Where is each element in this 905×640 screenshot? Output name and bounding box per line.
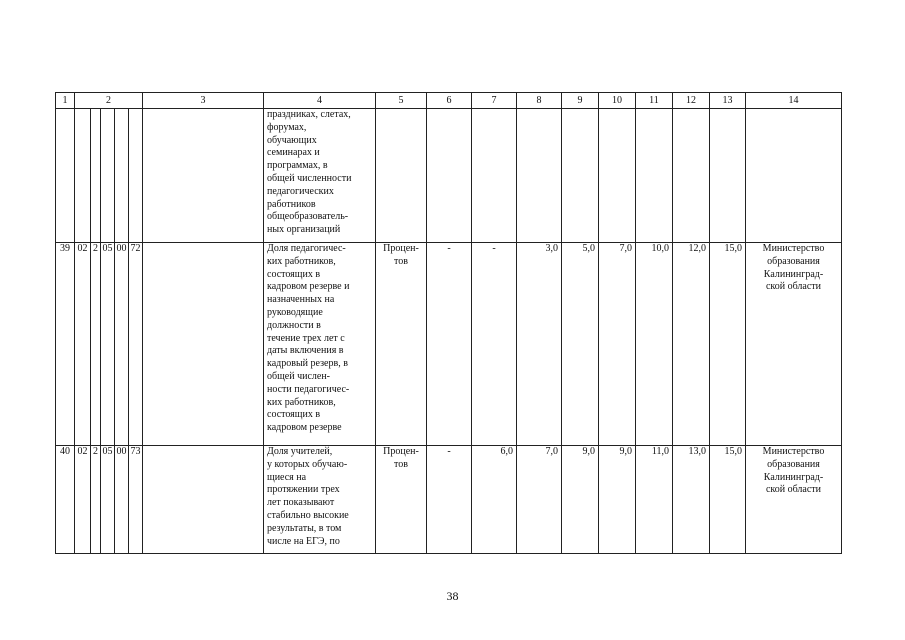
code-part: 05 xyxy=(101,243,115,446)
unit-cell: Процен- тов xyxy=(376,446,427,554)
executor-cell: Министерство образования Калининград- ской области xyxy=(746,446,842,554)
code-part: 2 xyxy=(91,446,101,554)
header-cell-6: 6 xyxy=(427,93,472,109)
header-row xyxy=(56,93,842,109)
header-cell-5: 5 xyxy=(376,93,427,109)
value-cell: 7,0 xyxy=(517,446,562,554)
code-part: 00 xyxy=(115,243,129,446)
value-cell: 15,0 xyxy=(710,446,746,554)
table-row xyxy=(56,243,842,446)
code-part: 00 xyxy=(115,446,129,554)
page-number: 38 xyxy=(446,589,459,603)
value-cell: 9,0 xyxy=(599,446,636,554)
code-part: 02 xyxy=(75,446,91,554)
value-cell: 12,0 xyxy=(673,243,710,446)
value-cell: 5,0 xyxy=(562,243,599,446)
header-cell-13: 13 xyxy=(710,93,746,109)
header-cell-2: 2 xyxy=(75,93,143,109)
value-cell: 13,0 xyxy=(673,446,710,554)
code-part: 05 xyxy=(101,446,115,554)
value-cell: 6,0 xyxy=(472,446,517,554)
value-cell: 3,0 xyxy=(517,243,562,446)
indicator-text: Доля педагогичес- ких работников, состоящих в кадровом резерве и назначенных на руководящие должности в течение трех лет с даты включения в кадровый резерв, в общей числен- ности педагогичес- ких работников, состоящих в кадровом резерве xyxy=(264,243,376,446)
value-cell: 15,0 xyxy=(710,243,746,446)
value-cell: - xyxy=(472,243,517,446)
value-cell: 9,0 xyxy=(562,446,599,554)
value-cell: 7,0 xyxy=(599,243,636,446)
code-part: 2 xyxy=(91,243,101,446)
row-number: 40 xyxy=(56,446,75,554)
value-cell: 11,0 xyxy=(636,446,673,554)
header-cell-4: 4 xyxy=(264,93,376,109)
value-cell: - xyxy=(427,243,472,446)
executor-cell: Министерство образования Калининград- ской области xyxy=(746,243,842,446)
unit-cell: Процен- тов xyxy=(376,243,427,446)
indicator-text: Доля учителей, у которых обучаю- щиеся на протяжении трех лет показывают стабильно высокие результаты, в том числе на ЕГЭ, по xyxy=(264,446,376,554)
header-cell-9: 9 xyxy=(562,93,599,109)
row-number: 39 xyxy=(56,243,75,446)
value-cell: - xyxy=(427,446,472,554)
code-part: 73 xyxy=(129,446,143,554)
indicator-continuation: праздниках, слетах, форумах, обучающих семинарах и программах, в общей численности педагогических работников общеобразователь- ных организаций xyxy=(264,109,376,243)
header-cell-7: 7 xyxy=(472,93,517,109)
table-row xyxy=(56,109,842,243)
table-row xyxy=(56,446,842,554)
header-cell-12: 12 xyxy=(673,93,710,109)
code-part: 02 xyxy=(75,243,91,446)
code-part: 72 xyxy=(129,243,143,446)
value-cell: 10,0 xyxy=(636,243,673,446)
header-cell-3: 3 xyxy=(143,93,264,109)
header-cell-8: 8 xyxy=(517,93,562,109)
indicators-table xyxy=(55,92,842,554)
header-cell-1: 1 xyxy=(56,93,75,109)
header-cell-14: 14 xyxy=(746,93,842,109)
header-cell-10: 10 xyxy=(599,93,636,109)
header-cell-11: 11 xyxy=(636,93,673,109)
